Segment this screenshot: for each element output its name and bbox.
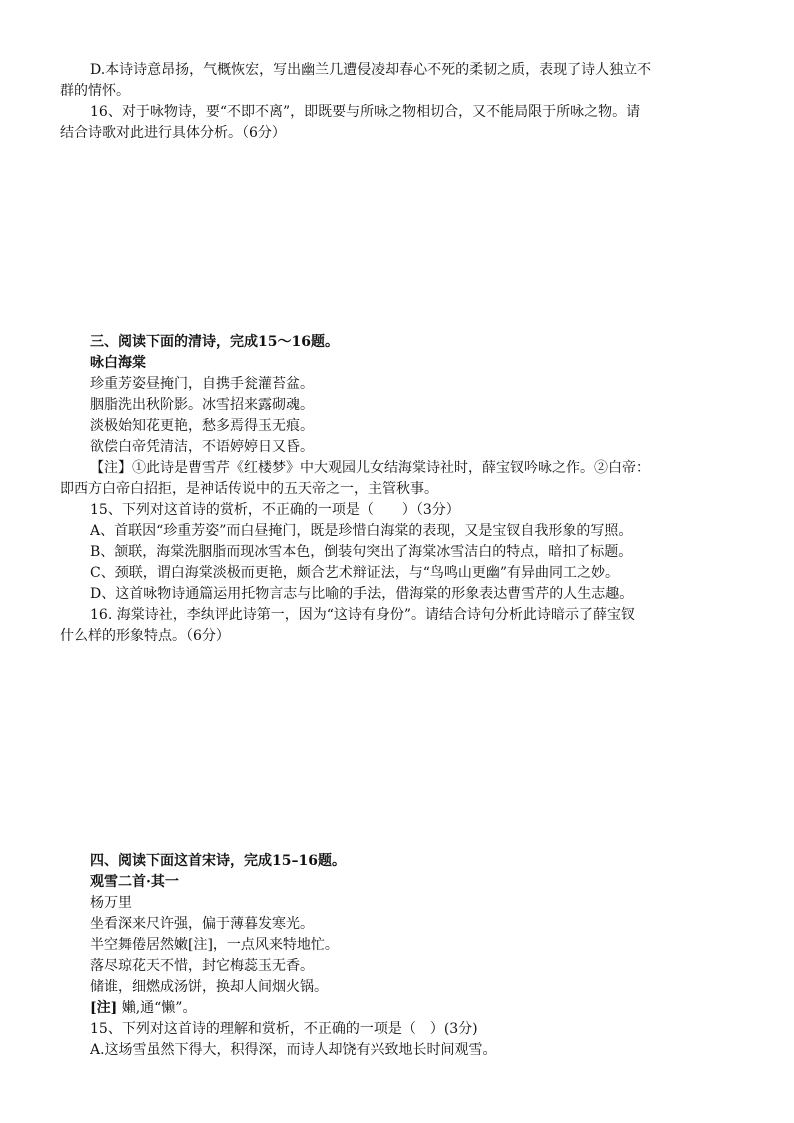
section4-poem-line: 落尽琼花天不惜，封它梅蕊玉无香。: [90, 958, 314, 974]
section3-poem-line: 淡极始知花更艳，愁多焉得玉无痕。: [90, 418, 314, 434]
section3-note-line2: 即西方白帝白招拒，是神话传说中的五天帝之一，主管秋事。: [60, 481, 438, 497]
answer-space: [60, 650, 740, 845]
section3-question-16-line1: 16. 海棠诗社，李纨评此诗第一，因为“这诗有身份”。请结合诗句分析此诗暗示了薛宝钗: [90, 607, 636, 623]
section4-note-label: [注]: [90, 1000, 118, 1016]
section3-heading: 三、阅读下面的清诗，完成15～16题。: [90, 334, 339, 350]
section4-poem-title: 观雪二首·其一: [90, 874, 179, 890]
section3-option-d: D、这首咏物诗通篇运用托物言志与比喻的手法，借海棠的形象表达曹雪芹的人生志趣。: [90, 586, 634, 602]
section4-poem-line: 坐看深来尺许强，偏于薄暮发寒光。: [90, 916, 314, 932]
section3-poem-title: 咏白海棠: [90, 355, 146, 371]
section3-option-b: B、颔联，海棠洗胭脂而现冰雪本色，倒装句突出了海棠冰雪洁白的特点，暗扣了标题。: [90, 544, 633, 560]
question-16-line1: 16、对于咏物诗，要“不即不离”，即既要与所咏之物相切合，又不能局限于所咏之物。请: [90, 104, 641, 120]
section4-heading: 四、阅读下面这首宋诗，完成15–16题。: [90, 853, 346, 869]
section3-question-16-line2: 什么样的形象特点。（6分）: [60, 628, 230, 644]
question-16-line2: 结合诗歌对此进行具体分析。（6分）: [60, 125, 286, 141]
section4-note: [90, 998, 740, 1018]
answer-space: [60, 145, 740, 325]
option-d-line2: 群的情怀。: [60, 83, 130, 99]
section4-poem-line: 储谁，细燃成汤饼，换却人间烟火锅。: [90, 979, 328, 995]
section3-option-a: A、首联因“珍重芳姿”而白昼掩门，既是珍惜白海棠的表现，又是宝钗自我形象的写照。: [90, 523, 633, 539]
section3-poem-line: 珍重芳姿昼掩门，自携手瓮灌苔盆。: [90, 376, 314, 392]
section4-question-15: 15、下列对这首诗的理解和赏析，不正确的一项是（ ）(3分): [90, 1021, 478, 1037]
section4-author: 杨万里: [90, 895, 132, 911]
section3-poem-line: 胭脂洗出秋阶影。冰雪招来露砌魂。: [90, 397, 314, 413]
section3-note-line1: 【注】①此诗是曹雪芹《红楼梦》中大观园儿女结海棠诗社时，薛宝钗吟咏之作。②白帝：: [90, 460, 650, 476]
section3-poem-line: 欲偿白帝凭清洁，不语婷婷日又昏。: [90, 439, 314, 455]
section4-option-a: A.这场雪虽然下得大，积得深，而诗人却饶有兴致地长时间观雪。: [90, 1042, 497, 1058]
section4-poem-line: 半空舞倦居然嫩[注]，一点风来特地忙。: [90, 937, 339, 953]
section4-note-text: 嬾,通“懒”。: [117, 1000, 197, 1016]
section3-question-15: 15、下列对这首诗的赏析，不正确的一项是（ ）（3分）: [90, 502, 460, 518]
option-d-line1: D.本诗诗意昂扬，气概恢宏，写出幽兰几遭侵凌却春心不死的柔韧之质，表现了诗人独立不: [90, 62, 652, 78]
section3-option-c: C、颈联，谓白海棠淡极而更艳，颇合艺术辩证法，与“鸟鸣山更幽”有异曲同工之妙。: [90, 565, 620, 581]
